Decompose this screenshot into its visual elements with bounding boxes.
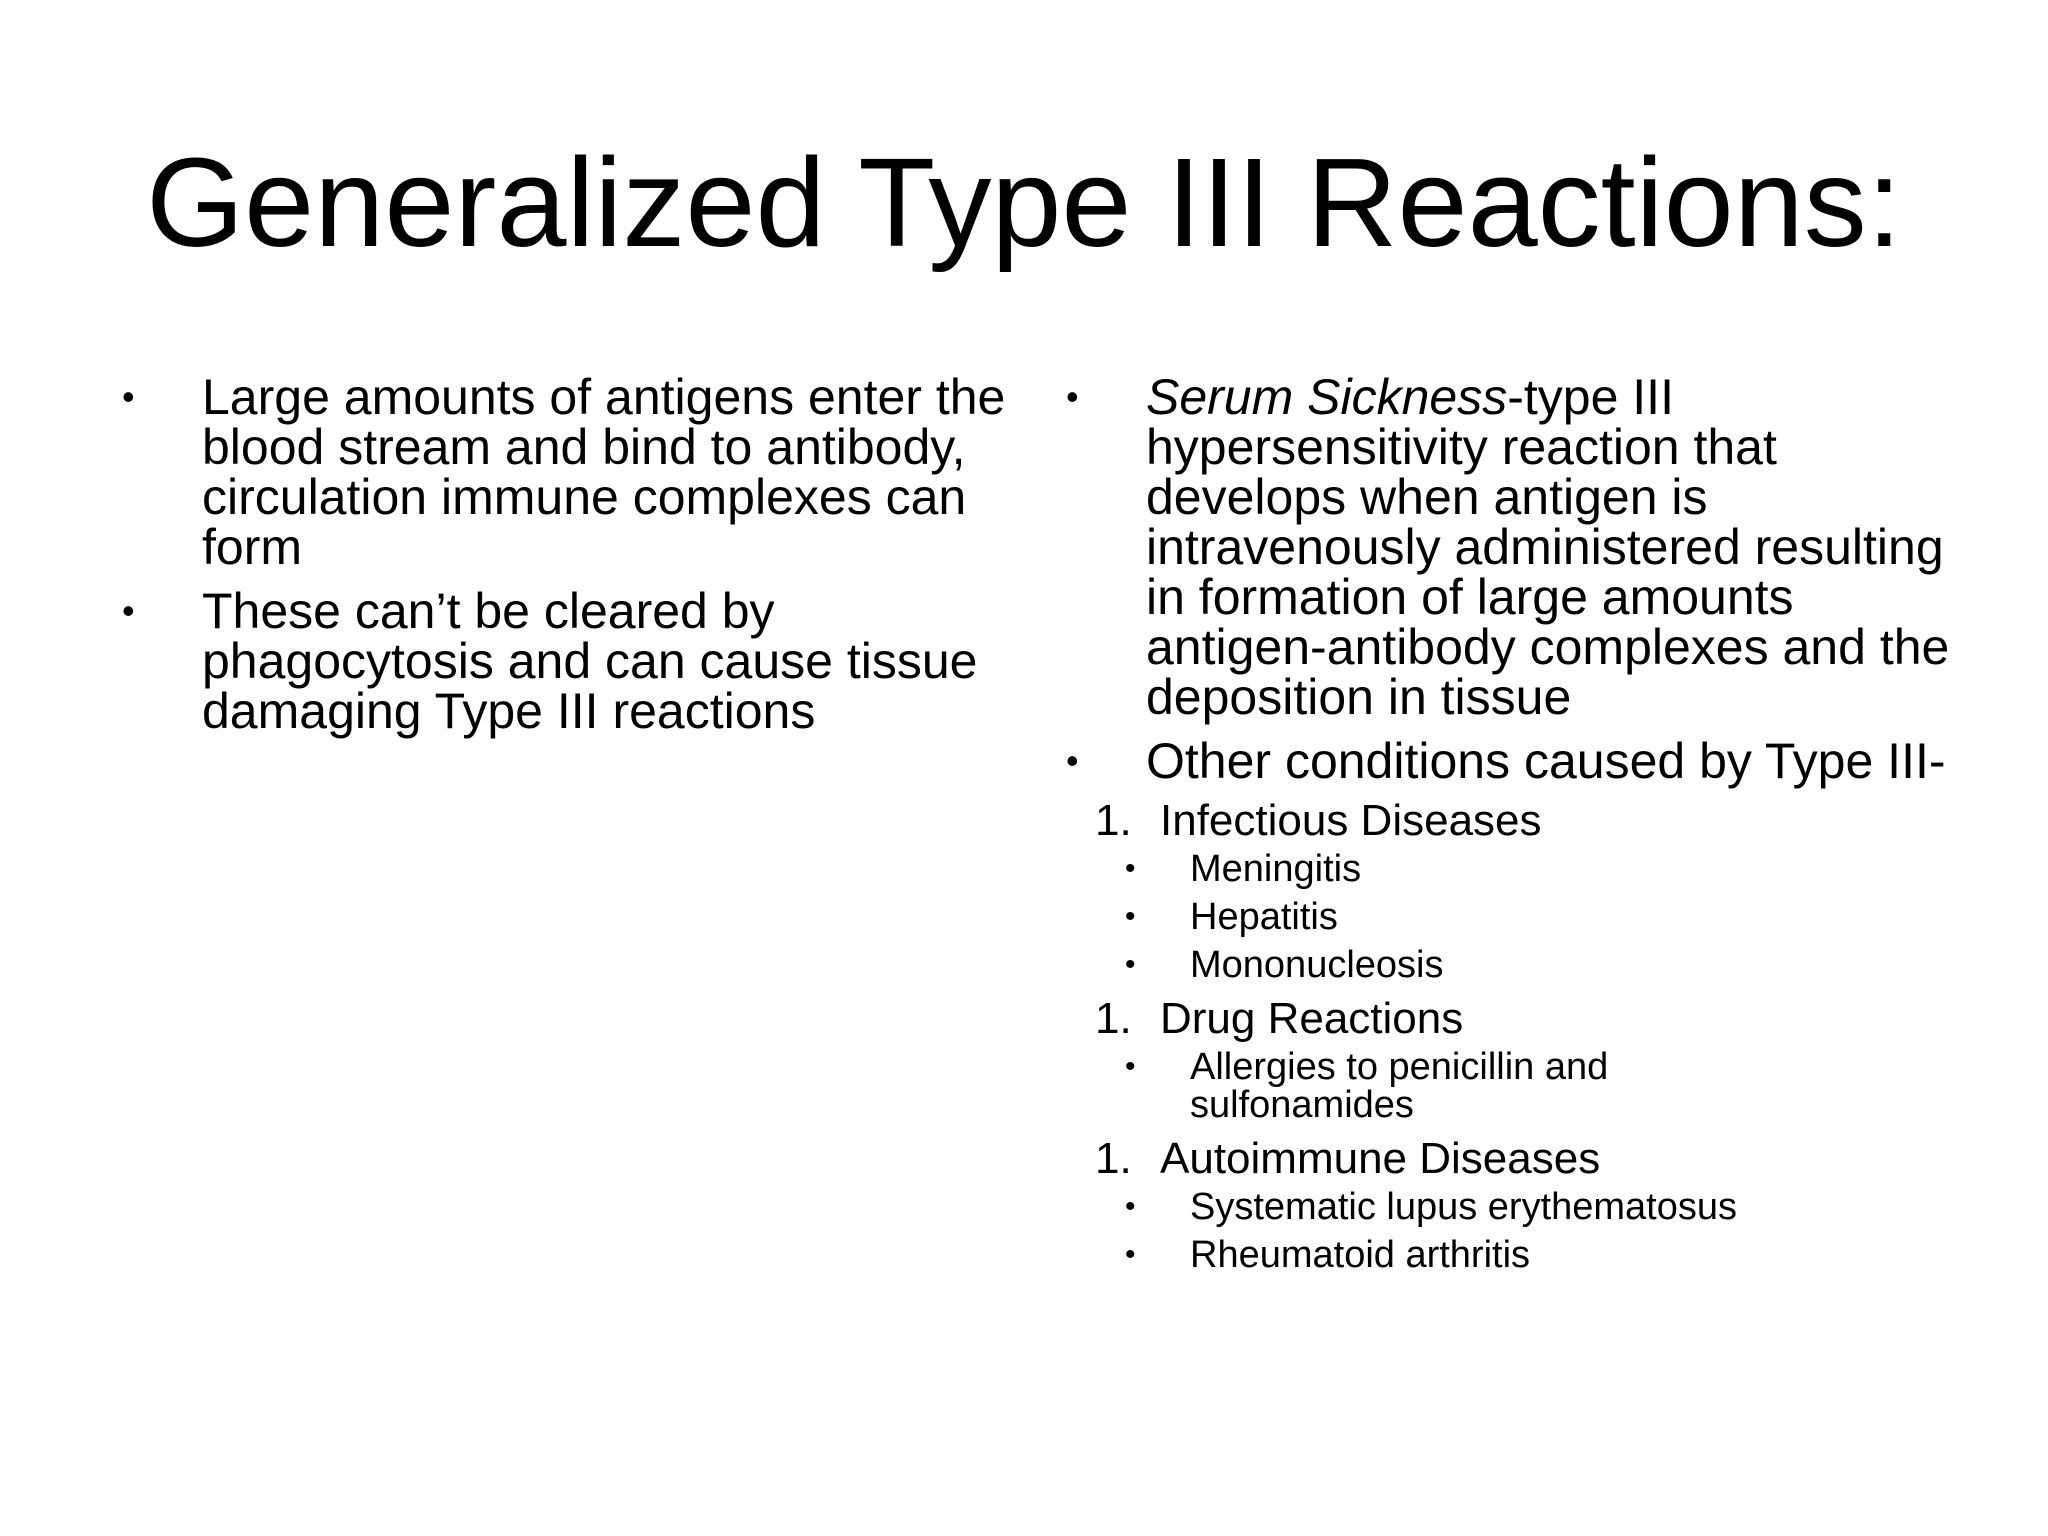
list-item-text: Mononucleosis	[1190, 944, 1444, 986]
bullet-icon: •	[1125, 948, 1136, 981]
autoimmune-diseases-list	[1125, 1188, 1966, 1274]
conditions-list	[1095, 796, 1966, 1274]
list-item-text: Systematic lupus erythematosus	[1190, 1186, 1738, 1228]
bullet-icon: •	[1125, 1050, 1136, 1083]
bullet-icon: •	[122, 590, 135, 631]
bullet-icon: •	[1125, 1238, 1136, 1271]
list-item-text: These can’t be cleared by phagocytosis and can cause tissue damaging Type III reactions	[202, 583, 978, 739]
drug-reactions-list	[1125, 1048, 1966, 1124]
list-item	[122, 369, 1022, 575]
list-item	[1125, 946, 1966, 984]
list-item-text: Rheumatoid arthritis	[1190, 1234, 1531, 1276]
list-item	[1125, 1188, 1966, 1226]
bullet-icon: •	[1066, 740, 1079, 781]
bullet-icon: •	[122, 376, 135, 417]
bullet-icon: •	[1125, 900, 1136, 933]
serum-sickness-definition: -type III hypersensitivity reaction that develops when antigen is intravenously administered resulting in formation of large amounts antigen-antibody complexes and the deposition in tissue	[1146, 369, 1950, 725]
other-conditions-item	[1066, 733, 1966, 789]
numbered-item-label: Autoimmune Diseases	[1160, 1134, 1601, 1183]
list-item-text: Meningitis	[1190, 848, 1362, 890]
serum-sickness-text	[1146, 369, 1966, 725]
left-column	[122, 369, 1022, 750]
numbered-item-infectious	[1095, 796, 1966, 846]
serum-sickness-item	[1066, 369, 1966, 725]
infectious-diseases-list	[1125, 850, 1966, 984]
number-label: 1.	[1095, 796, 1132, 845]
list-item	[1125, 898, 1966, 936]
list-item-text: Large amounts of antigens enter the blood stream and bind to antibody, circulation immune complexes can form	[202, 369, 1006, 575]
bullet-icon: •	[1066, 376, 1079, 417]
numbered-item-autoimmune	[1095, 1134, 1966, 1184]
number-label: 1.	[1095, 994, 1132, 1043]
serum-sickness-term: Serum Sickness	[1146, 369, 1508, 425]
slide-title: Generalized Type III Reactions:	[146, 132, 1902, 273]
list-item	[1125, 850, 1966, 888]
list-item	[1125, 1236, 1966, 1274]
bullet-icon: •	[1125, 1190, 1136, 1223]
list-item	[1125, 1048, 1690, 1124]
number-label: 1.	[1095, 1134, 1132, 1183]
numbered-item-label: Drug Reactions	[1160, 994, 1464, 1043]
right-column	[1066, 369, 1966, 1284]
numbered-item-label: Infectious Diseases	[1160, 796, 1542, 845]
list-item-text: Allergies to penicillin and sulfonamides	[1190, 1046, 1609, 1126]
numbered-item-drug	[1095, 994, 1966, 1044]
bullet-icon: •	[1125, 852, 1136, 885]
list-item-text: Hepatitis	[1190, 896, 1338, 938]
other-conditions-text: Other conditions caused by Type III-	[1146, 733, 1946, 789]
list-item	[122, 583, 1022, 739]
